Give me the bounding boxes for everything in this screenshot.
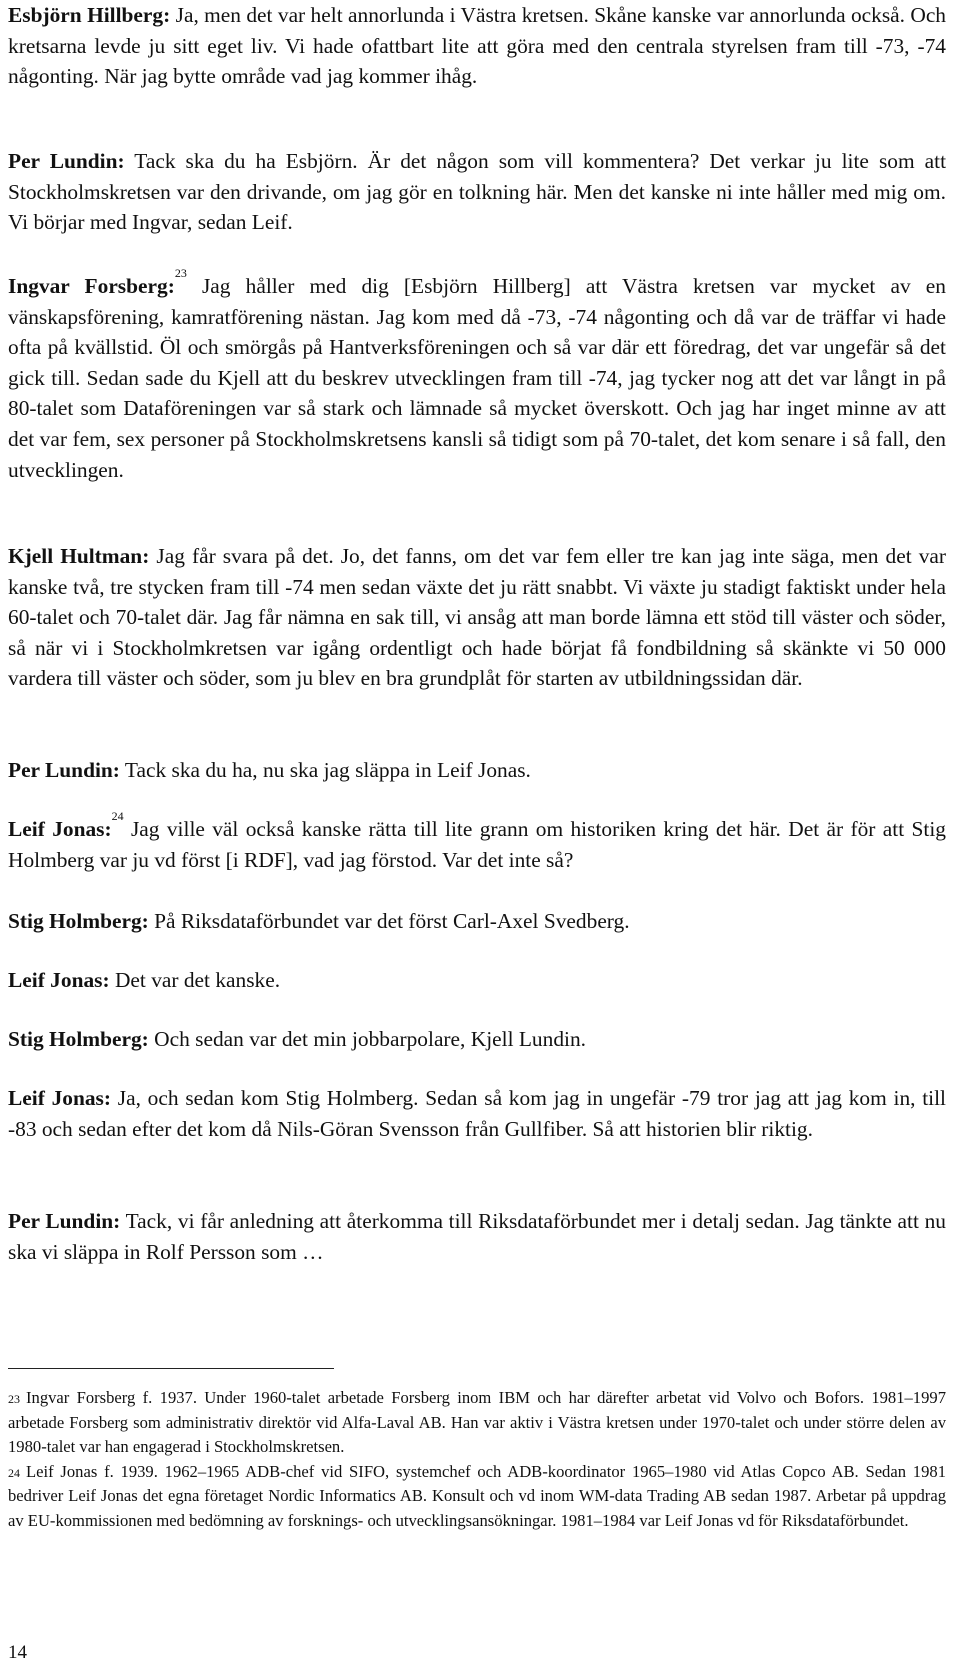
footnote-reference[interactable]: 23 [174, 266, 187, 280]
paragraph [8, 755, 531, 786]
paragraph [8, 965, 280, 996]
paragraph-text: Jag håller med dig [Esbjörn Hillberg] att Västra kretsen var mycket av en vänskapsförening, kamratförening nästan. Jag kom med då -73, -74 någonting och då var de träffar vi hade ofta på kvällstid. Öl och smörgås på Hantverksföreningen och så var där ett föredrag, det var ungefär så det gick till. Sedan sade du Kjell att du beskrev utvecklingen fram till -74, jag tycker nog att det var långt in på 80-talet som Dataföreningen var så stark och lämnade så mycket överskott. Och jag har inget minne av att det var fem, sex personer på Stockholmskretsens kansli så tidigt som på 70-talet, det kom senare i så fall, den utvecklingen. [8, 274, 946, 482]
speaker-name: Leif Jonas: [8, 1086, 112, 1110]
paragraph [8, 1024, 586, 1055]
speaker-name: Leif Jonas: [8, 817, 112, 841]
paragraph [8, 541, 946, 694]
paragraph-text: Tack, vi får anledning att återkomma till Riksdataförbundet mer i detalj sedan. Jag tänkte att nu ska vi släppa in Rolf Persson som … [8, 1209, 946, 1264]
footnote-text: Leif Jonas f. 1939. 1962–1965 ADB-chef vid SIFO, systemchef och ADB-koordinator 1965–1980 vid Atlas Copco AB. Sedan 1981 bedriver Leif Jonas det egna företaget Nordic Informatics AB. Konsult och vd inom WM-data Trading AB sedan 1987. Arbetar på uppdrag av EU-kommissionen med bedömning av forsknings- och utvecklingsansökningar. 1981–1984 var Leif Jonas vd för Riksdataförbundet. [8, 1461, 946, 1530]
speaker-name: Kjell Hultman: [8, 544, 150, 568]
paragraph-text: Jag får svara på det. Jo, det fanns, om det var fem eller tre kan jag inte säga, men det var kanske två, tre stycken fram till -74 men sedan växte det ju rätt snabbt. Vi växte ju stadigt faktiskt under hela 60-talet och 70-talet där. Jag får nämna en sak till, vi ansåg att man borde lämna ett stöd till väster och söder, så när vi i Stockholmkretsen var igång ordentligt och hade börjat få fondbildning så skänkte vi 50 000 vardera till väster och söder, som ju blev en bra grundplåt för starten av utbildningssidan där. [8, 544, 947, 691]
footnote [8, 1460, 946, 1534]
speaker-name: Stig Holmberg: [8, 1027, 149, 1051]
paragraph [8, 266, 946, 485]
speaker-name: Esbjörn Hillberg: [8, 3, 171, 27]
speaker-name: Per Lundin: [8, 1209, 121, 1233]
speaker-name: Per Lundin: [8, 149, 125, 173]
speaker-name: Leif Jonas: [8, 968, 110, 992]
paragraph-text: Jag ville väl också kanske rätta till lite grann om historiken kring det här. Det är för att Stig Holmberg var ju vd först [i RDF], vad jag förstod. Var det inte så? [8, 817, 946, 872]
footnote-number: 23 [8, 1392, 20, 1406]
paragraph-text: Ja, men det var helt annorlunda i Västra kretsen. Skåne kanske var annorlunda också. Och kretsarna levde ju sitt eget liv. Vi hade ofattbart lite att göra med den centrala styrelsen fram till -73, -74 någonting. När jag bytte område vad jag kommer ihåg. [8, 3, 947, 89]
speaker-name: Ingvar Forsberg: [8, 274, 175, 298]
paragraph [8, 146, 946, 238]
paragraph-text: Tack ska du ha, nu ska jag släppa in Leif Jonas. [119, 758, 531, 782]
paragraph [8, 1206, 946, 1267]
paragraph-text: Det var det kanske. [109, 968, 281, 992]
paragraph [8, 809, 946, 875]
paragraph [8, 0, 946, 92]
paragraph [8, 1083, 946, 1144]
page-number: 14 [8, 1642, 27, 1663]
paragraph [8, 906, 630, 937]
footnote-number: 24 [8, 1465, 20, 1480]
footnote [8, 1386, 946, 1460]
paragraph-text: Och sedan var det min jobbarpolare, Kjell Lundin. [148, 1027, 587, 1051]
paragraph-text: På Riksdataförbundet var det först Carl-Axel Svedberg. [148, 909, 630, 933]
speaker-name: Stig Holmberg: [8, 909, 149, 933]
paragraph-text: Ja, och sedan kom Stig Holmberg. Sedan så kom jag in ungefär -79 tror jag att jag kom in, till -83 och sedan efter det kom då Nils-Göran Svensson från Gullfiber. Så att historien blir riktig. [8, 1086, 947, 1141]
footnote-reference[interactable]: 24 [111, 809, 124, 823]
footnote-text: Ingvar Forsberg f. 1937. Under 1960-talet arbetade Forsberg inom IBM och har därefter arbetat vid Volvo och Bofors. 1981–1997 arbetade Forsberg som administrativ direktör vid Alfa-Laval AB. Han var aktiv i Västra kretsen under 1970-talet och under större delen av 1980-talet var han engagerad i Stockholmskretsen. [8, 1388, 946, 1457]
speaker-name: Per Lundin: [8, 758, 120, 782]
paragraph-text: Tack ska du ha Esbjörn. Är det någon som vill kommentera? Det verkar ju lite som att Stockholmskretsen var den drivande, om jag gör en tolkning här. Men det kanske ni inte håller med mig om. Vi börjar med Ingvar, sedan Leif. [8, 149, 947, 235]
footnotes [8, 1386, 946, 1534]
footnote-divider [8, 1368, 334, 1369]
